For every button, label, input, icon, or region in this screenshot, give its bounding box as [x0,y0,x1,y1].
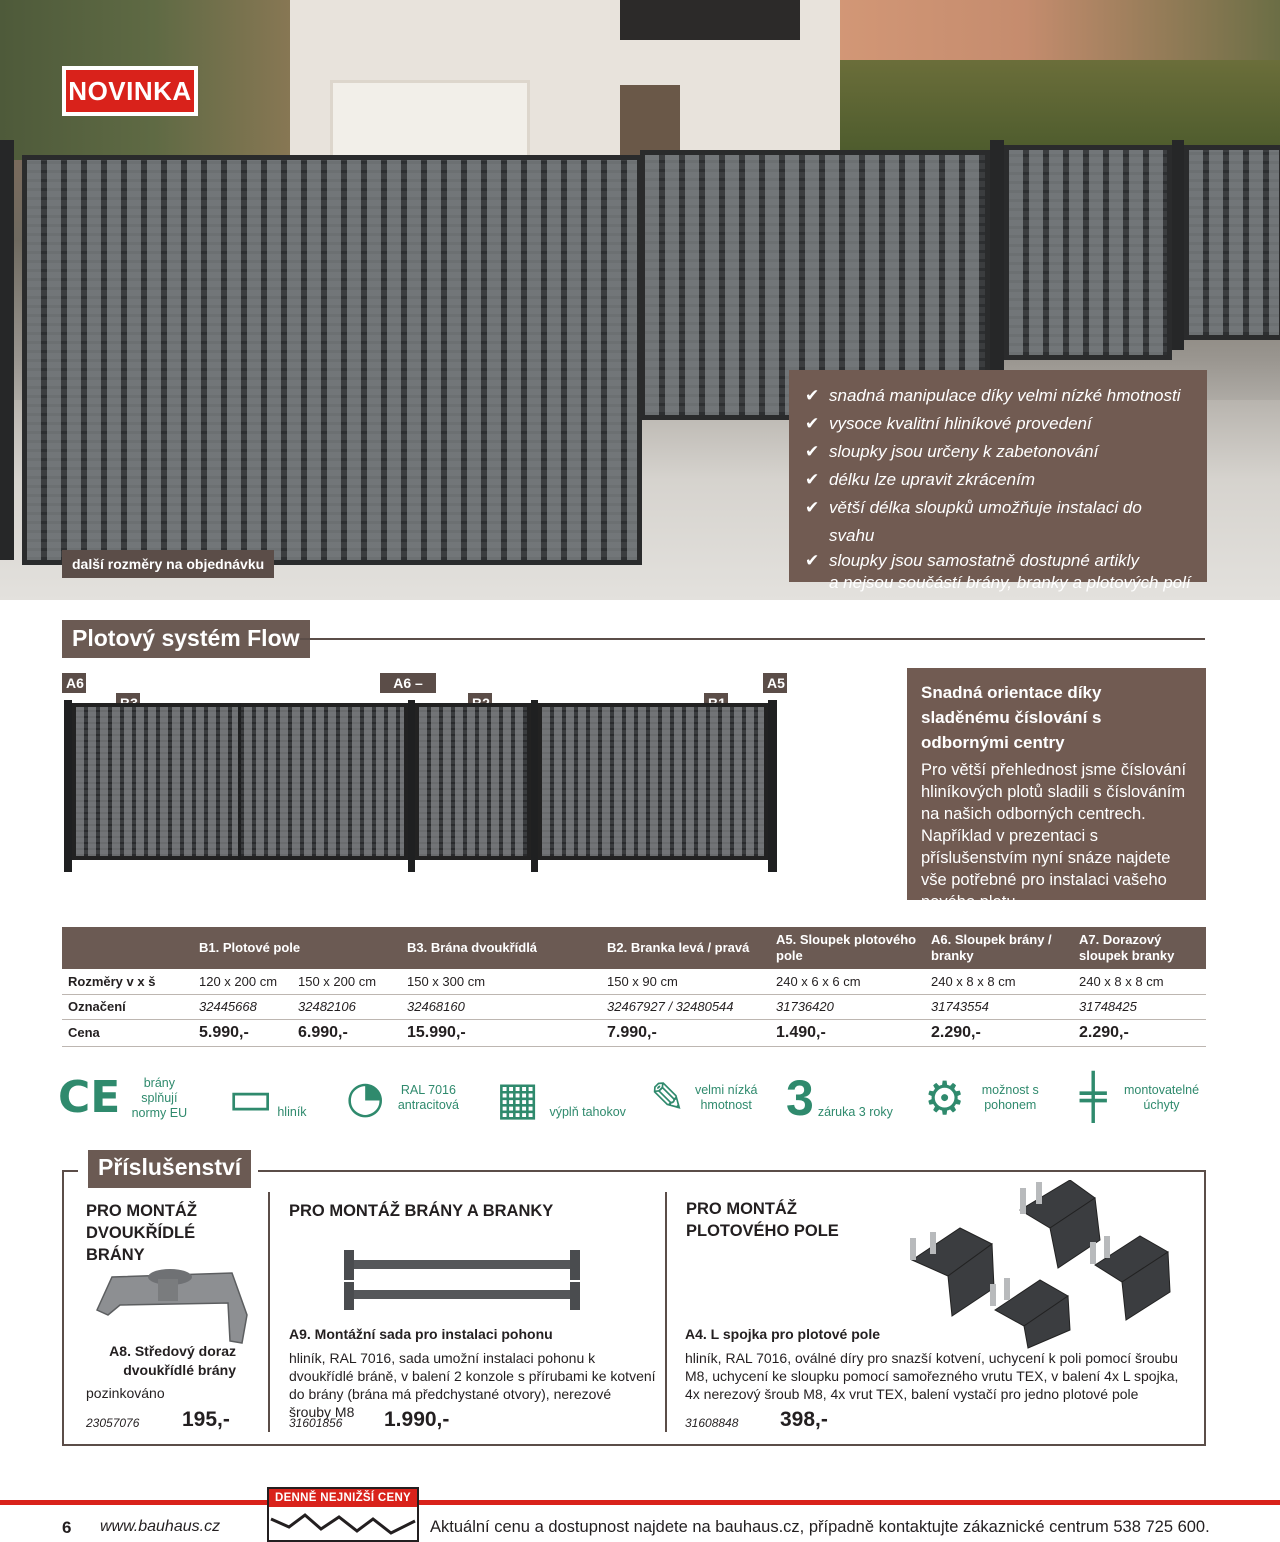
check-icon: ✔ [805,498,820,517]
check-icon: ✔ [805,386,820,405]
accessory-code: 31601856 [289,1416,343,1430]
feature-badge: ⚙ možnost s pohonem [924,1071,1039,1125]
orientation-info-box [907,668,1206,911]
new-badge: NOVINKA [62,66,198,116]
ce-mark-icon: CE [58,1072,121,1123]
hero-house [290,0,840,165]
lowest-prices-logo: DENNĚ NEJNIŽŠÍ CENY [267,1487,419,1542]
accessory-heading: PRO MONTÁŽ PLOTOVÉHO POLE [686,1200,839,1240]
accessory-desc: hliník, RAL 7016, sada umožní instalaci pohonu k dvoukřídlé bráně, v balení 2 konzole s přírubami ke kotvení do brány (brána má předchystané otvory), nerezové šrouby M8 [289,1350,656,1420]
accessory-heading: PRO MONTÁŽ DVOUKŘÍDLÉ BRÁNY [86,1202,197,1264]
footer-rule [0,1500,1280,1505]
accessory-heading: PRO MONTÁŽ BRÁNY A BRANKY [289,1202,554,1220]
feature-item: ✔ sloupky jsou určeny k zabetonování [805,438,1191,466]
feature-badge: CE brány splňují normy EU [58,1072,188,1123]
diagram-wicket [415,703,531,860]
features-icon-row [58,1068,1208,1128]
accessory-code: 31608848 [685,1416,739,1430]
feature-item: ✔ délku lze upravit zkrácením [805,466,1191,494]
accessory-name: A9. Montážní sada pro instalaci pohonu [289,1326,553,1342]
page-number: 6 [62,1518,72,1537]
label-a5: A5 [763,673,787,693]
diagram-fence-panel [538,703,768,860]
color-fan-icon: ◔ [346,1072,385,1123]
header-a5: A5. Sloupek plotového pole [770,927,925,969]
label-a6: A6 [62,673,86,693]
feature-badge: ✎ velmi nízká hmotnost [650,1073,758,1122]
table-row: Cena 5.990,- 6.990,- 15.990,- 7.990,- 1.490,- 2.290,- 2.290,- [62,1019,1206,1046]
header-a6: A6. Sloupek brány / branky [925,927,1073,969]
accessory-code: 23057076 [86,1416,140,1430]
check-icon: ✔ [805,470,820,489]
feature-badge: 3 záruka 3 roky [786,1070,893,1126]
feature-badge: ▭ hliník [228,1070,307,1126]
section-title: Plotový systém Flow [62,620,310,658]
warranty-3-icon: 3 [786,1070,814,1126]
table-row: Označení 32445668 32482106 32468160 32467927 / 32480544 31736420 31743554 31748425 [62,994,1206,1019]
footer-contact-text: Aktuální cenu a dostupnost najdete na bauhaus.cz, případně kontaktujte zákaznické centrum 538 725 600. [430,1518,1210,1536]
mounting-bracket-icon: ╪ [1080,1072,1107,1123]
feature-badge: ╪ montovatelné úchyty [1080,1072,1200,1123]
spec-table [62,927,1206,1047]
website-link[interactable]: www.bauhaus.cz [100,1518,221,1535]
orientation-title: Snadná orientace díky sladěnému číslování s odbornými centry [921,683,1102,752]
feature-item: ✔ větší délka sloupků umožňuje instalaci do svahu [805,494,1191,550]
feature-badge: ▦ výplň tahokov [496,1071,626,1125]
header-b3: B3. Brána dvoukřídlá [401,927,601,969]
hero-wicket [1004,145,1172,360]
feature-item: ✔ snadná manipulace díky velmi nízké hmotnosti [805,382,1191,410]
section-divider [300,638,1205,640]
accessories-title: Příslušenství [88,1150,251,1188]
accessory-name: A8. Středový doraz dvoukřídlé brány [109,1343,236,1378]
label-a6-a7: A6 – [380,673,436,693]
table-row: Rozměry v x š 120 x 200 cm 150 x 200 cm 150 x 300 cm 150 x 90 cm 240 x 6 x 6 cm 240 x 8 x 8 cm 240 x 8 x 8 cm [62,969,1206,994]
accessory-name: A4. L spojka pro plotové pole [685,1326,880,1342]
accessory-price: 195,- [182,1408,230,1431]
feature-item: ✔ sloupky jsou samostatně dostupné artikly a nejsou součástí brány, branky a plotových polí [805,551,1191,592]
accessory-desc: hliník, RAL 7016, oválné díry pro snazší kotvení, uchycení k poli pomocí šroubu M8, uchycení ke sloupku pomocí samořezného vrutu TEX, v balení 4x L spojka, 4x nerezový šroub M8, 4x vrut TEX, balení vystačí pro jedno plotové pole [685,1350,1179,1402]
check-icon: ✔ [805,442,820,461]
check-icon: ✔ [805,551,820,570]
feather-icon: ✎ [650,1073,686,1122]
gears-icon: ⚙ [924,1071,966,1125]
hero-fence-panel [1184,145,1280,340]
feature-badge: ◔ RAL 7016 antracitová [346,1072,459,1123]
header-a7: A7. Dorazový sloupek branky [1073,927,1206,969]
feature-item: ✔ vysoce kvalitní hliníkové provedení [805,410,1191,438]
check-icon: ✔ [805,414,820,433]
accessory-desc: pozinkováno [86,1385,165,1401]
header-b1: B1. Plotové pole [193,927,401,969]
table-header [62,927,1206,969]
mounting-kit-image [344,1250,580,1310]
accessory-price: 398,- [780,1408,828,1431]
mesh-fill-icon: ▦ [496,1071,540,1125]
custom-sizes-note: další rozměry na objednávku [62,550,274,578]
garage-door [330,80,530,160]
feature-list [789,370,1207,592]
accessory-price: 1.990,- [384,1408,450,1431]
center-stop-image [92,1255,252,1345]
hero-gate-left [22,155,642,565]
aluminium-profile-icon: ▭ [228,1070,274,1126]
price-zigzag-icon [269,1507,417,1540]
orientation-text: Pro větší přehlednost jsme číslování hliníkových plotů sladili s číslováním na našich odborných centrech. Například v prezentaci s příslušenstvím nyní snáze najdete vše potřebné pro instalaci vašeho nového plotu. [921,761,1187,911]
header-b2: B2. Branka levá / pravá [601,927,770,969]
l-bracket-image [900,1180,1180,1350]
